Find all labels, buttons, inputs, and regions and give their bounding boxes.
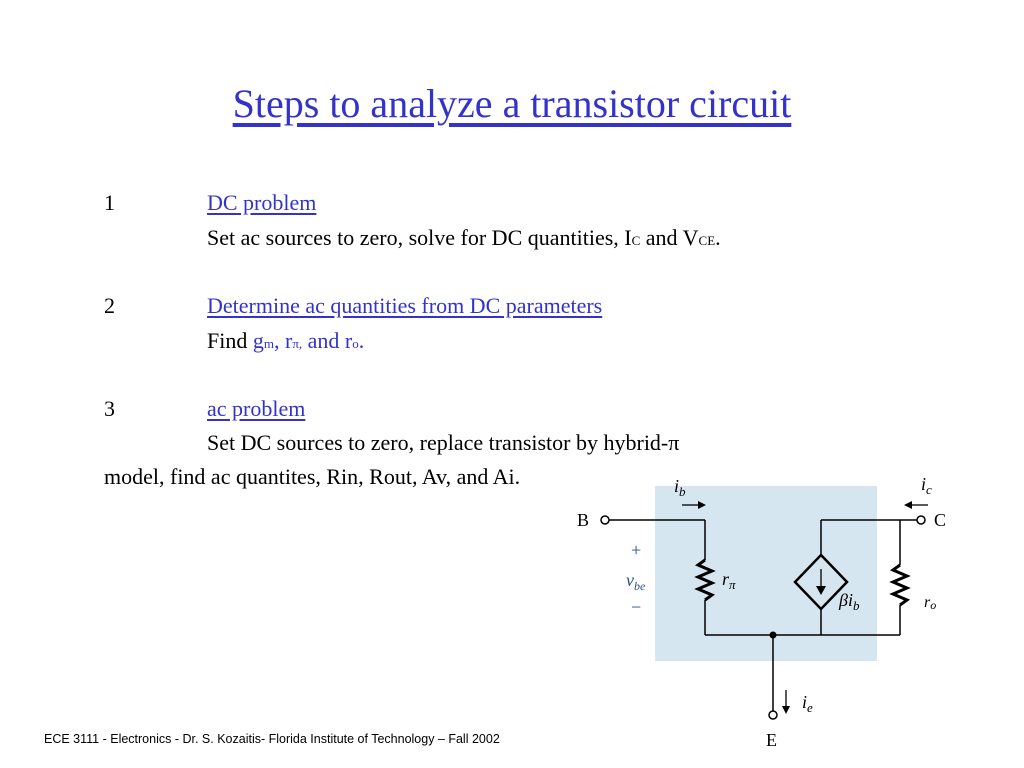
step-3-number: 3 bbox=[104, 396, 115, 421]
label-v-minus: − bbox=[631, 597, 642, 617]
label-c: C bbox=[934, 510, 947, 530]
step-3-body-line-2: model, find ac quantites, Rin, Rout, Av, and Ai. bbox=[104, 464, 521, 489]
step-1-number: 1 bbox=[104, 190, 115, 215]
terminal-c-node bbox=[917, 516, 925, 524]
terminal-b-node bbox=[601, 516, 609, 524]
step-2-body bbox=[207, 328, 364, 354]
subscript-ce: CE bbox=[698, 233, 716, 248]
step-2-number: 2 bbox=[104, 293, 115, 318]
step-2-body-end: . bbox=[358, 328, 365, 353]
hybrid-pi-circuit-diagram bbox=[560, 468, 980, 758]
label-ic: $i_c$ bbox=[921, 474, 932, 497]
slide-title: Steps to analyze a transistor circuit bbox=[232, 81, 792, 126]
label-b: B bbox=[577, 510, 590, 530]
step-1-body-mid: and V bbox=[640, 225, 699, 250]
label-beta-ib: $\beta i_b$ bbox=[839, 590, 860, 613]
label-v-plus: + bbox=[631, 540, 642, 560]
terminal-e-node bbox=[769, 711, 777, 719]
label-e: E bbox=[766, 730, 777, 750]
find-label: Find bbox=[207, 328, 253, 353]
label-rpi: $r_\pi$ bbox=[722, 569, 736, 592]
ic-arrow-head-icon bbox=[904, 501, 912, 509]
subscript-m: m bbox=[263, 336, 274, 351]
ro-resistor bbox=[893, 565, 907, 605]
gm-symbol: g bbox=[252, 328, 264, 353]
step-3-heading: ac problem bbox=[207, 396, 306, 421]
step-3-body-line-1: Set DC sources to zero, replace transistor by hybrid-π bbox=[207, 430, 680, 455]
label-vbe: $v_{be}$ bbox=[626, 570, 646, 593]
rpi-symbol: , r bbox=[273, 328, 293, 353]
ro-symbol: and r bbox=[302, 328, 353, 353]
subscript-pi: π, bbox=[292, 336, 303, 351]
label-ro: ro bbox=[924, 594, 937, 612]
step-1-body bbox=[207, 225, 721, 251]
slide-footer: ECE 3111 - Electronics - Dr. S. Kozaitis- Florida Institute of Technology – Fall 2002 bbox=[44, 732, 500, 746]
label-ib: $i_b$ bbox=[674, 476, 686, 499]
subscript-o: o bbox=[352, 336, 359, 351]
ie-arrow-head-icon bbox=[782, 706, 790, 714]
subscript-c: C bbox=[631, 233, 641, 248]
label-ie: $i_e$ bbox=[802, 692, 813, 715]
step-1-body-end: . bbox=[715, 225, 721, 250]
step-1-heading: DC problem bbox=[207, 190, 317, 215]
step-2-heading: Determine ac quantities from DC parameters bbox=[207, 293, 603, 318]
step-1-body-text: Set ac sources to zero, solve for DC quantities, I bbox=[207, 225, 632, 250]
